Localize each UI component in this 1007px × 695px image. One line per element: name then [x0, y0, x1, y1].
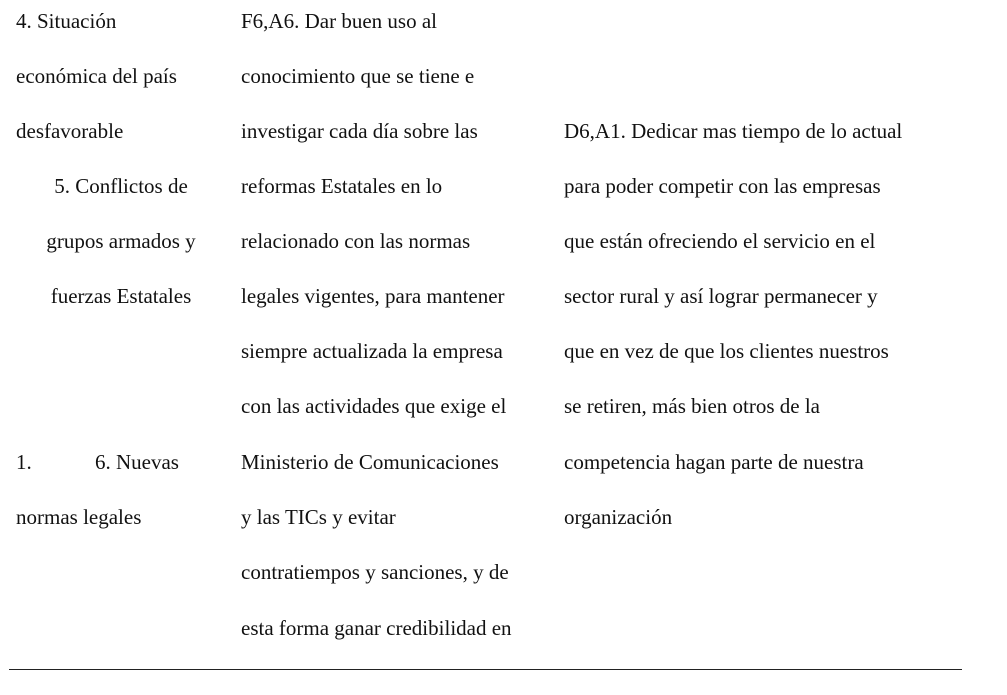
da-strategy-line: para poder competir con las empresas — [564, 174, 881, 198]
threat-6-line-1: 6. Nuevas — [95, 450, 179, 474]
fa-strategy-line: Ministerio de Comunicaciones — [241, 450, 499, 474]
list-number-marker: 1. — [16, 450, 32, 474]
fa-strategy-line: reformas Estatales en lo — [241, 174, 443, 198]
da-strategy-line: que en vez de que los clientes nuestros — [564, 339, 889, 363]
fa-strategy-line: con las actividades que exige el — [241, 394, 507, 418]
fa-strategy-line: legales vigentes, para mantener — [241, 284, 505, 308]
fa-strategy-line: siempre actualizada la empresa — [241, 339, 503, 363]
threat-5-line-1: 5. Conflictos de — [54, 174, 188, 198]
fa-strategy-line: y las TICs y evitar — [241, 505, 396, 529]
table-bottom-rule — [9, 669, 962, 670]
da-strategy-line: se retiren, más bien otros de la — [564, 394, 820, 418]
threat-4-line-2: económica del país — [16, 64, 177, 88]
threat-6-line-2: normas legales — [16, 505, 142, 529]
da-strategy-line: organización — [564, 505, 673, 529]
fa-strategy-line: contratiempos y sanciones, y de — [241, 560, 509, 584]
da-strategy-line: D6,A1. Dedicar mas tiempo de lo actual — [564, 119, 903, 143]
da-strategy-line: que están ofreciendo el servicio en el — [564, 229, 876, 253]
fa-strategy-line: investigar cada día sobre las — [241, 119, 478, 143]
threat-5-line-2: grupos armados y — [46, 229, 196, 253]
fa-strategy-line: esta forma ganar credibilidad en — [241, 616, 512, 640]
threat-5-line-3: fuerzas Estatales — [50, 284, 192, 308]
da-strategy-line: sector rural y así lograr permanecer y — [564, 284, 878, 308]
threat-4-line-1: 4. Situación — [16, 9, 117, 33]
da-strategy-line: competencia hagan parte de nuestra — [564, 450, 864, 474]
fa-strategy-line: conocimiento que se tiene e — [241, 64, 475, 88]
threat-4-line-3: desfavorable — [16, 119, 124, 143]
fa-strategy-line: F6,A6. Dar buen uso al — [241, 9, 437, 33]
fa-strategy-line: relacionado con las normas — [241, 229, 471, 253]
